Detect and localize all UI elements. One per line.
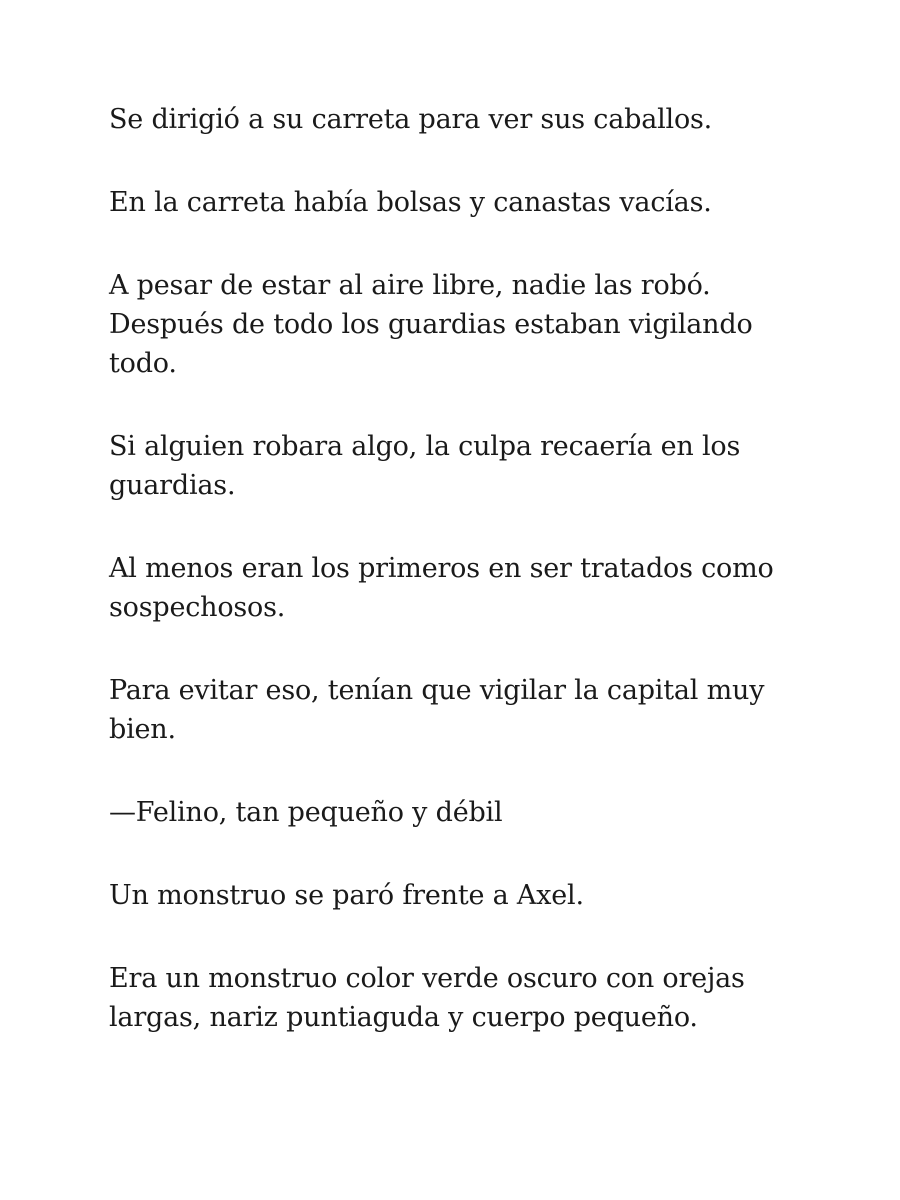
paragraph-4: Si alguien robara algo, la culpa recaería en los guardias. <box>109 431 741 501</box>
paragraph-6: Para evitar eso, tenían que vigilar la capital muy bien. <box>109 675 765 745</box>
paragraph-2: En la carreta había bolsas y canastas vacías. <box>109 187 712 218</box>
paragraph-8: Un monstruo se paró frente a Axel. <box>109 880 584 911</box>
paragraph-7: —Felino, tan pequeño y débil <box>109 797 503 828</box>
text-column <box>109 100 809 1081</box>
paragraph-3: A pesar de estar al aire libre, nadie las robó. Después de todo los guardias estaban vigilando todo. <box>109 270 753 379</box>
paragraph-5: Al menos eran los primeros en ser tratados como sospechosos. <box>109 553 774 623</box>
paragraph-1: Se dirigió a su carreta para ver sus caballos. <box>109 104 713 135</box>
paragraph-9: Era un monstruo color verde oscuro con orejas largas, nariz puntiaguda y cuerpo pequeño. <box>109 963 745 1033</box>
